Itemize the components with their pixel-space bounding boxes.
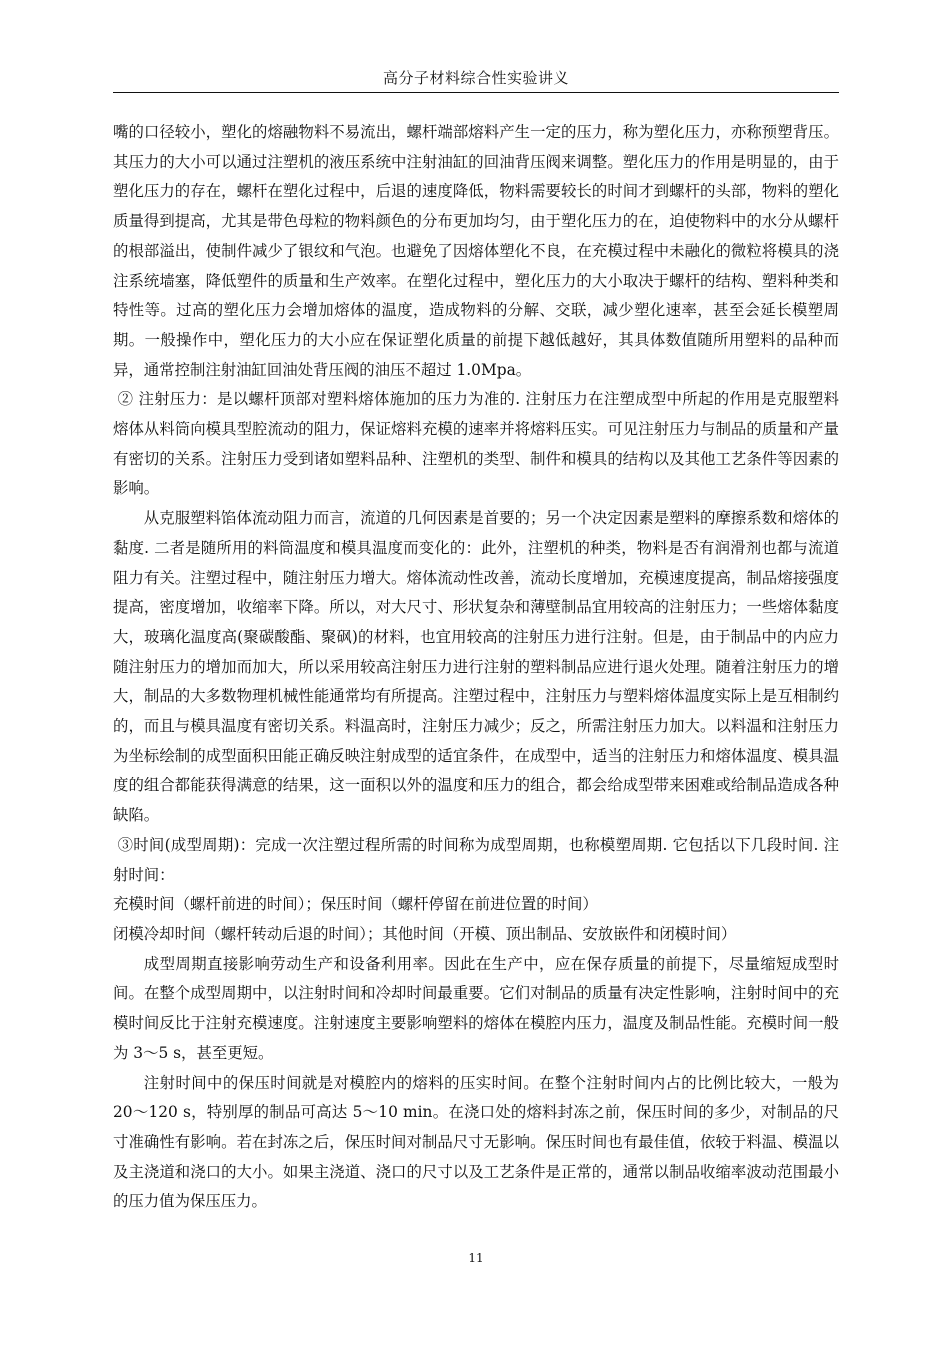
running-header-title: 高分子材料综合性实验讲义: [382, 69, 569, 87]
paragraph-hold-time: 注射时间中的保压时间就是对模腔内的熔料的压实时间。在整个注射时间内占的比例比较大，一般为 20～120 s，特别厚的制品可高达 5～10 min。在浇口处的熔料封冻之前，保压时间的多少，对制品的尺寸准确性有影响。若在封冻之后，保压时间对制品尺寸无影响。保压时间也有最佳值，依较于料温、模温以及主浇道和浇口的大小。如果主浇道、浇口的尺寸以及工艺条件是正常的，通常以制品收缩率波动范围最小的压力值为保压压力。: [113, 1073, 839, 1211]
paragraph-flow-resistance: 从克服塑料馅体流动阻力而言，流道的几何因素是首要的；另一个决定因素是塑料的摩擦系数和熔体的黏度. 二者是随所用的料筒温度和模具温度而变化的：此外，注塑机的种类，物料是否有润滑剂也都与流道阻力有关。注塑过程中，随注射压力增大。熔体流动性改善，流动长度增加，充模速度提高，制品熔接强度提高，密度增加，收缩率下降。所以，对大尺寸、形状复杂和薄壁制品宜用较高的注射压力；一些熔体黏度大，玻璃化温度高(聚碳酸酯、聚砜)的材料，也宜用较高的注射压力进行注射。但是，由于制品中的内应力随注射压力的增加而加大，所以采用较高注射压力进行注射的塑料制品应进行退火处理。随着注射压力的增大，制品的大多数物理机械性能通常均有所提高。注塑过程中，注射压力与塑料熔体温度实际上是互相制约的，而且与模具温度有密切关系。料温高时，注射压力减少；反之，所需注射压力加大。以料温和注射压力为坐标绘制的成型面积田能正确反映注射成型的适宜条件，在成型中，适当的注射压力和熔体温度、模具温度的组合都能获得满意的结果，这一面积以外的温度和压力的组合，都会给成型带来困难或给制品造成各种缺陷。: [113, 509, 839, 825]
paragraph-injection-pressure: ② 注射压力：是以螺杆顶部对塑料熔体施加的压力为准的. 注射压力在注塑成型中所起的作用是克服塑料熔体从料筒向模具型腔流动的阻力，保证熔料充模的速率并将熔料压实。可见注射压力与制品的质量和产量有密切的关系。注射压力受到诸如塑料品种、注塑机的类型、制件和模具的结构以及其他工艺条件等因素的影响。: [113, 390, 839, 498]
list-item-fill-hold-time: 充模时间（螺杆前进的时间）；保压时间（螺杆停留在前进位置的时间）: [113, 895, 598, 914]
header-rule: [113, 92, 839, 93]
list-item-cooling-other-time: 闭模冷却时间（螺杆转动后退的时间）；其他时间（开模、顶出制品、安放嵌件和闭模时间）: [113, 924, 737, 943]
paragraph-plasticizing-pressure: 嘴的口径较小，塑化的熔融物料不易流出，螺杆端部熔料产生一定的压力，称为塑化压力，亦称预塑背压。其压力的大小可以通过注塑机的液压系统中注射油缸的回油背压阀来调整。塑化压力的作用是明显的，由于塑化压力的存在，螺杆在塑化过程中，后退的速度降低，物料需要较长的时间才到螺杆的头部，物料的塑化质量得到提高，尤其是带色母粒的物料颜色的分布更加均匀，由于塑化压力的在，迫使物料中的水分从螺杆的根部溢出，使制件减少了银纹和气泡。也避免了因熔体塑化不良，在充模过程中未融化的微粒将模具的浇注系统墙塞，降低塑件的质量和生产效率。在塑化过程中，塑化压力的大小取决于螺杆的结构、塑料种类和特性等。过高的塑化压力会增加熔体的温度，造成物料的分解、交联，减少塑化速率，甚至会延长模塑周期。一般操作中，塑化压力的大小应在保证塑化质量的前提下越低越好，其具体数值随所用塑料的品种而异，通常控制注射油缸回油处背压阀的油压不超过 1.0Mpa。: [113, 123, 839, 379]
paragraph-cycle-time: ③时间(成型周期)：完成一次注塑过程所需的时间称为成型周期，也称模塑周期. 它包括以下几段时间. 注射时间：: [113, 835, 839, 884]
paragraph-cycle-impact: 成型周期直接影响劳动生产和设备利用率。因此在生产中，应在保存质量的前提下，尽量缩短成型时间。在整个成型周期中，以注射时间和冷却时间最重要。它们对制品的质量有决定性影响，注射时间中的充模时间反比于注射充模速度。注射速度主要影响塑料的熔体在模腔内压力，温度及制品性能。充模时间一般为 3～5 s，甚至更短。: [113, 954, 839, 1062]
page-number: 11: [468, 1251, 484, 1265]
body-text: [113, 118, 839, 1217]
